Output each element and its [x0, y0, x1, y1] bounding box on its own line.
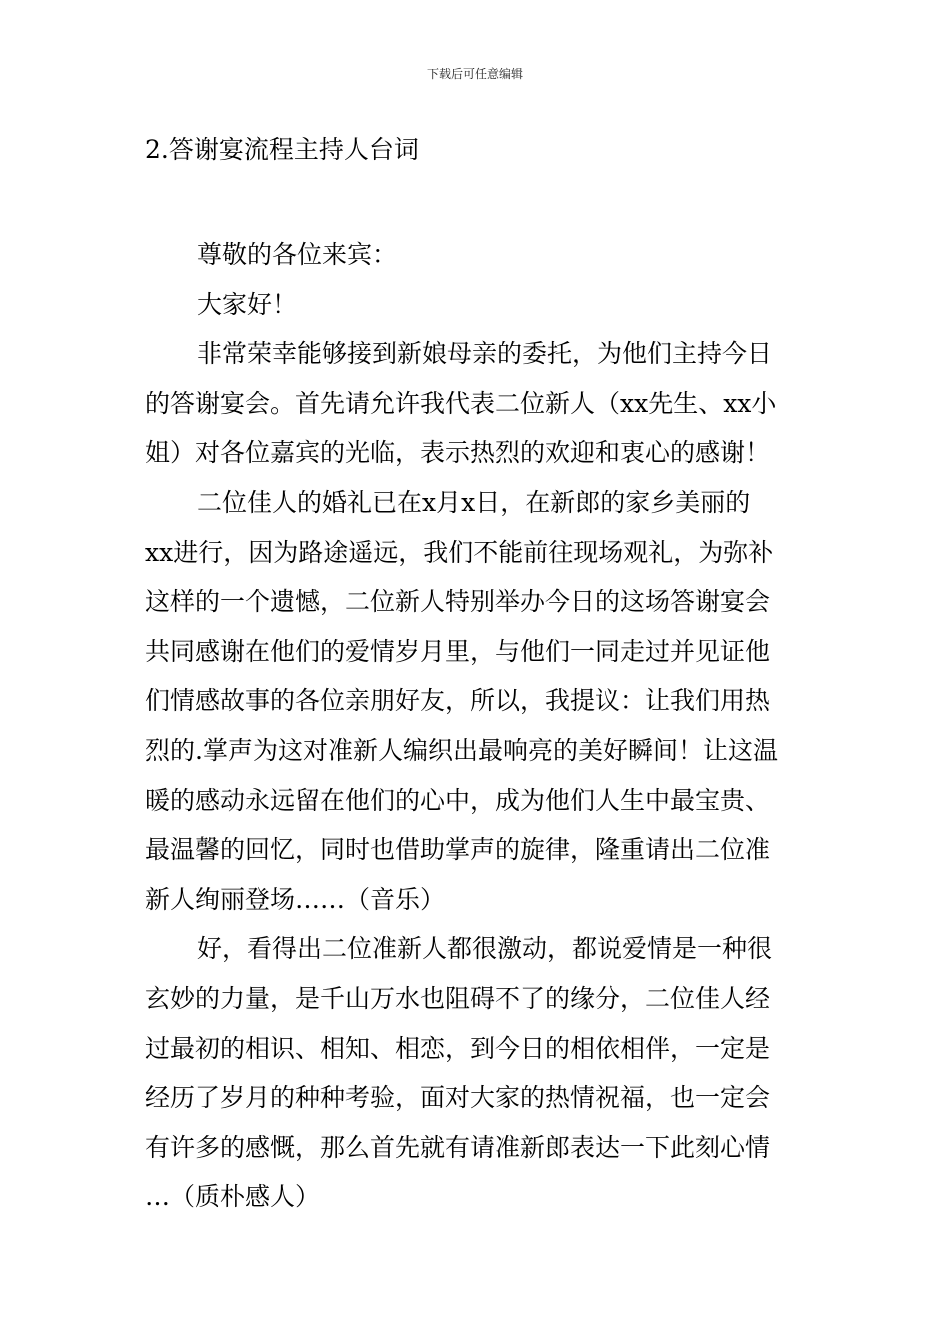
body-line: 烈的.掌声为这对准新人编织出最响亮的美好瞬间！让这温 — [145, 735, 778, 765]
body-line: 共同感谢在他们的爱情岁月里，与他们一同走过并见证他 — [145, 636, 771, 666]
body-line: 最温馨的回忆，同时也借助掌声的旋律，隆重请出二位准 — [145, 835, 771, 865]
body-line: xx进行，因为路途遥远，我们不能前往现场观礼，为弥补 — [145, 537, 774, 567]
body-line: 过最初的相识、相知、相恋，到今日的相依相伴，一定是 — [145, 1033, 771, 1063]
body-line: 非常荣幸能够接到新娘母亲的委托，为他们主持今日 — [197, 339, 773, 369]
body-line: 的答谢宴会。首先请允许我代表二位新人（xx先生、xx小 — [145, 388, 777, 418]
body-line: …（质朴感人） — [145, 1182, 321, 1212]
body-line: 姐）对各位嘉宾的光临，表示热烈的欢迎和衷心的感谢！ — [145, 438, 771, 468]
body-line: 们情感故事的各位亲朋好友，所以，我提议：让我们用热 — [145, 686, 771, 716]
body-line: 经历了岁月的种种考验，面对大家的热情祝福，也一定会 — [145, 1083, 771, 1113]
body-line: 玄妙的力量，是千山万水也阻碍不了的缘分，二位佳人经 — [145, 983, 771, 1013]
document-title: 2.答谢宴流程主持人台词 — [145, 135, 419, 164]
body-line: 新人绚丽登场……（音乐） — [145, 884, 446, 914]
body-line: 大家好！ — [197, 289, 298, 319]
header-note: 下载后可任意编辑 — [426, 67, 523, 81]
body-line: 有许多的感慨，那么首先就有请准新郎表达一下此刻心情 — [145, 1132, 771, 1162]
body-line: 二位佳人的婚礼已在x月x日，在新郎的家乡美丽的 — [197, 487, 751, 517]
body-line: 尊敬的各位来宾： — [197, 240, 398, 269]
body-line: 暖的感动永远留在他们的心中，成为他们人生中最宝贵、 — [145, 785, 771, 815]
body-line: 好，看得出二位准新人都很激动，都说爱情是一种很 — [197, 934, 773, 964]
body-line: 这样的一个遗憾，二位新人特别举办今日的这场答谢宴会 — [145, 587, 771, 617]
document-body — [145, 230, 810, 1222]
